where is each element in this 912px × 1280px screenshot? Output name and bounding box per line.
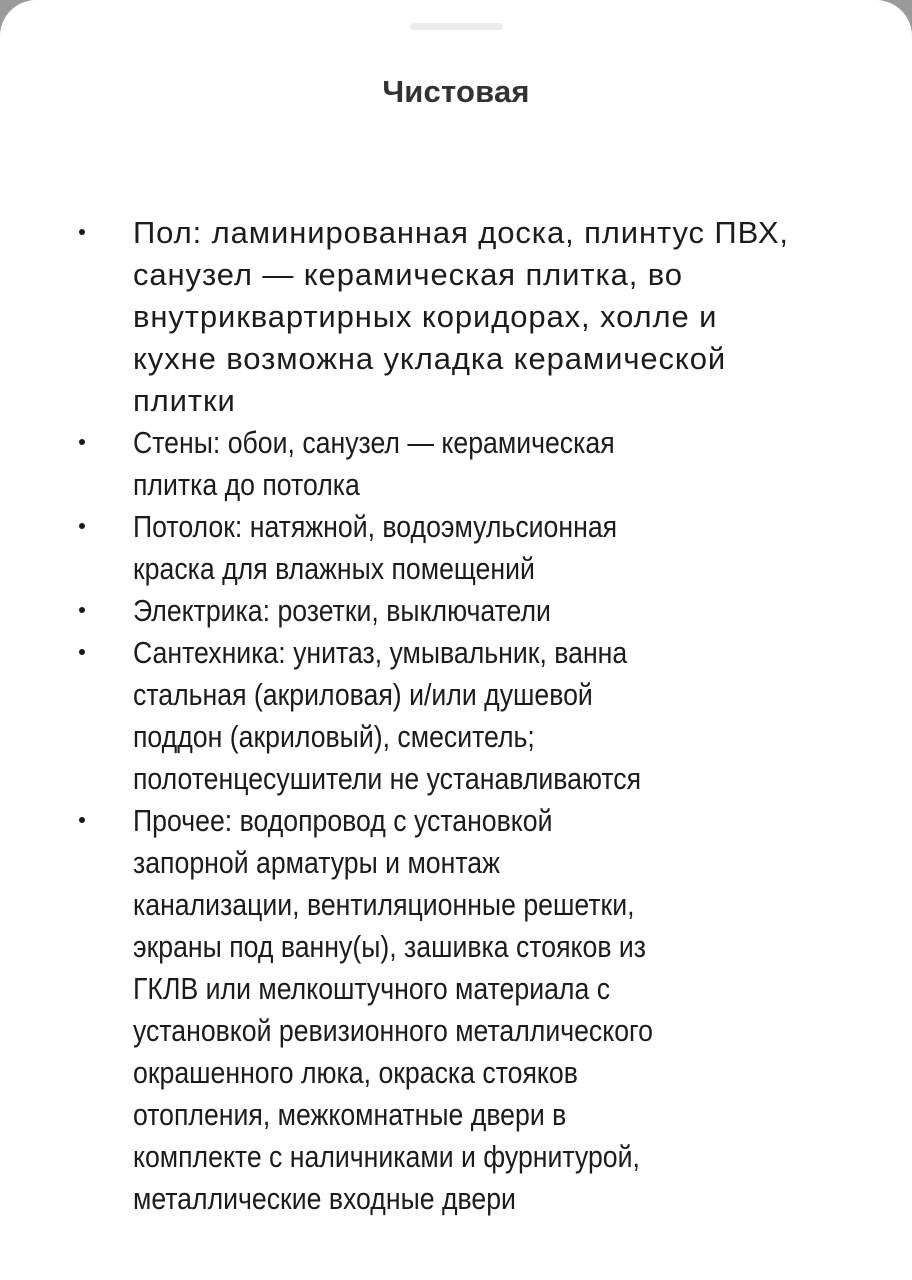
- list-item-text: санузел — керамическая плитка, во: [133, 257, 683, 292]
- list-item-text: Стены: обои, санузел — керамическая: [133, 425, 615, 460]
- list-item-text: кухне возможна укладка керамической: [133, 341, 727, 376]
- list-item-text: внутриквартирных коридорах, холле и: [133, 299, 718, 334]
- list-item-ceiling: [0, 506, 912, 590]
- list-item-text: плитка до потолка: [133, 467, 360, 502]
- list-item-walls: [0, 422, 912, 506]
- list-item-text: полотенцесушители не устанавливаются: [133, 761, 642, 796]
- list-item-plumbing: [0, 632, 912, 800]
- list-item-text: окрашенного люка, окраска стояков: [133, 1055, 578, 1090]
- list-item-text: плитки: [133, 383, 236, 418]
- bullet-icon: [79, 649, 85, 655]
- bullet-icon: [79, 229, 85, 235]
- list-item-electrics: [0, 590, 912, 632]
- list-item-floor: [0, 212, 912, 422]
- list-item-text: ГКЛВ или мелкоштучного материала с: [133, 971, 611, 1006]
- list-item-text: Прочее: водопровод с установкой: [133, 803, 553, 838]
- drag-handle[interactable]: [410, 23, 503, 30]
- list-item-text: Потолок: натяжной, водоэмульсионная: [133, 509, 618, 544]
- list-item-text: экраны под ванну(ы), зашивка стояков из: [133, 929, 647, 964]
- list-item-text: краска для влажных помещений: [133, 551, 535, 586]
- list-item-text: комплекте с наличниками и фурнитурой,: [133, 1139, 640, 1174]
- list-item-text: стальная (акриловая) и/или душевой: [133, 677, 593, 712]
- bullet-icon: [79, 439, 85, 445]
- list-item-text: поддон (акриловый), смеситель;: [133, 719, 535, 754]
- list-item-text: отопления, межкомнатные двери в: [133, 1097, 567, 1132]
- list-item-text: канализации, вентиляционные решетки,: [133, 887, 635, 922]
- finishing-list: [0, 212, 912, 1220]
- sheet-title: Чистовая: [382, 74, 530, 109]
- bullet-icon: [79, 523, 85, 529]
- list-item-text: Электрика: розетки, выключатели: [133, 593, 551, 628]
- bullet-icon: [79, 817, 85, 823]
- list-item-text: Пол: ламинированная доска, плинтус ПВХ,: [133, 215, 789, 250]
- list-item-text: запорной арматуры и монтаж: [133, 845, 500, 880]
- list-item-other: [0, 800, 912, 1220]
- list-item-text: металлические входные двери: [133, 1181, 516, 1216]
- list-item-text: Сантехника: унитаз, умывальник, ванна: [133, 635, 628, 670]
- list-item-text: установкой ревизионного металлического: [133, 1013, 654, 1048]
- bullet-icon: [79, 607, 85, 613]
